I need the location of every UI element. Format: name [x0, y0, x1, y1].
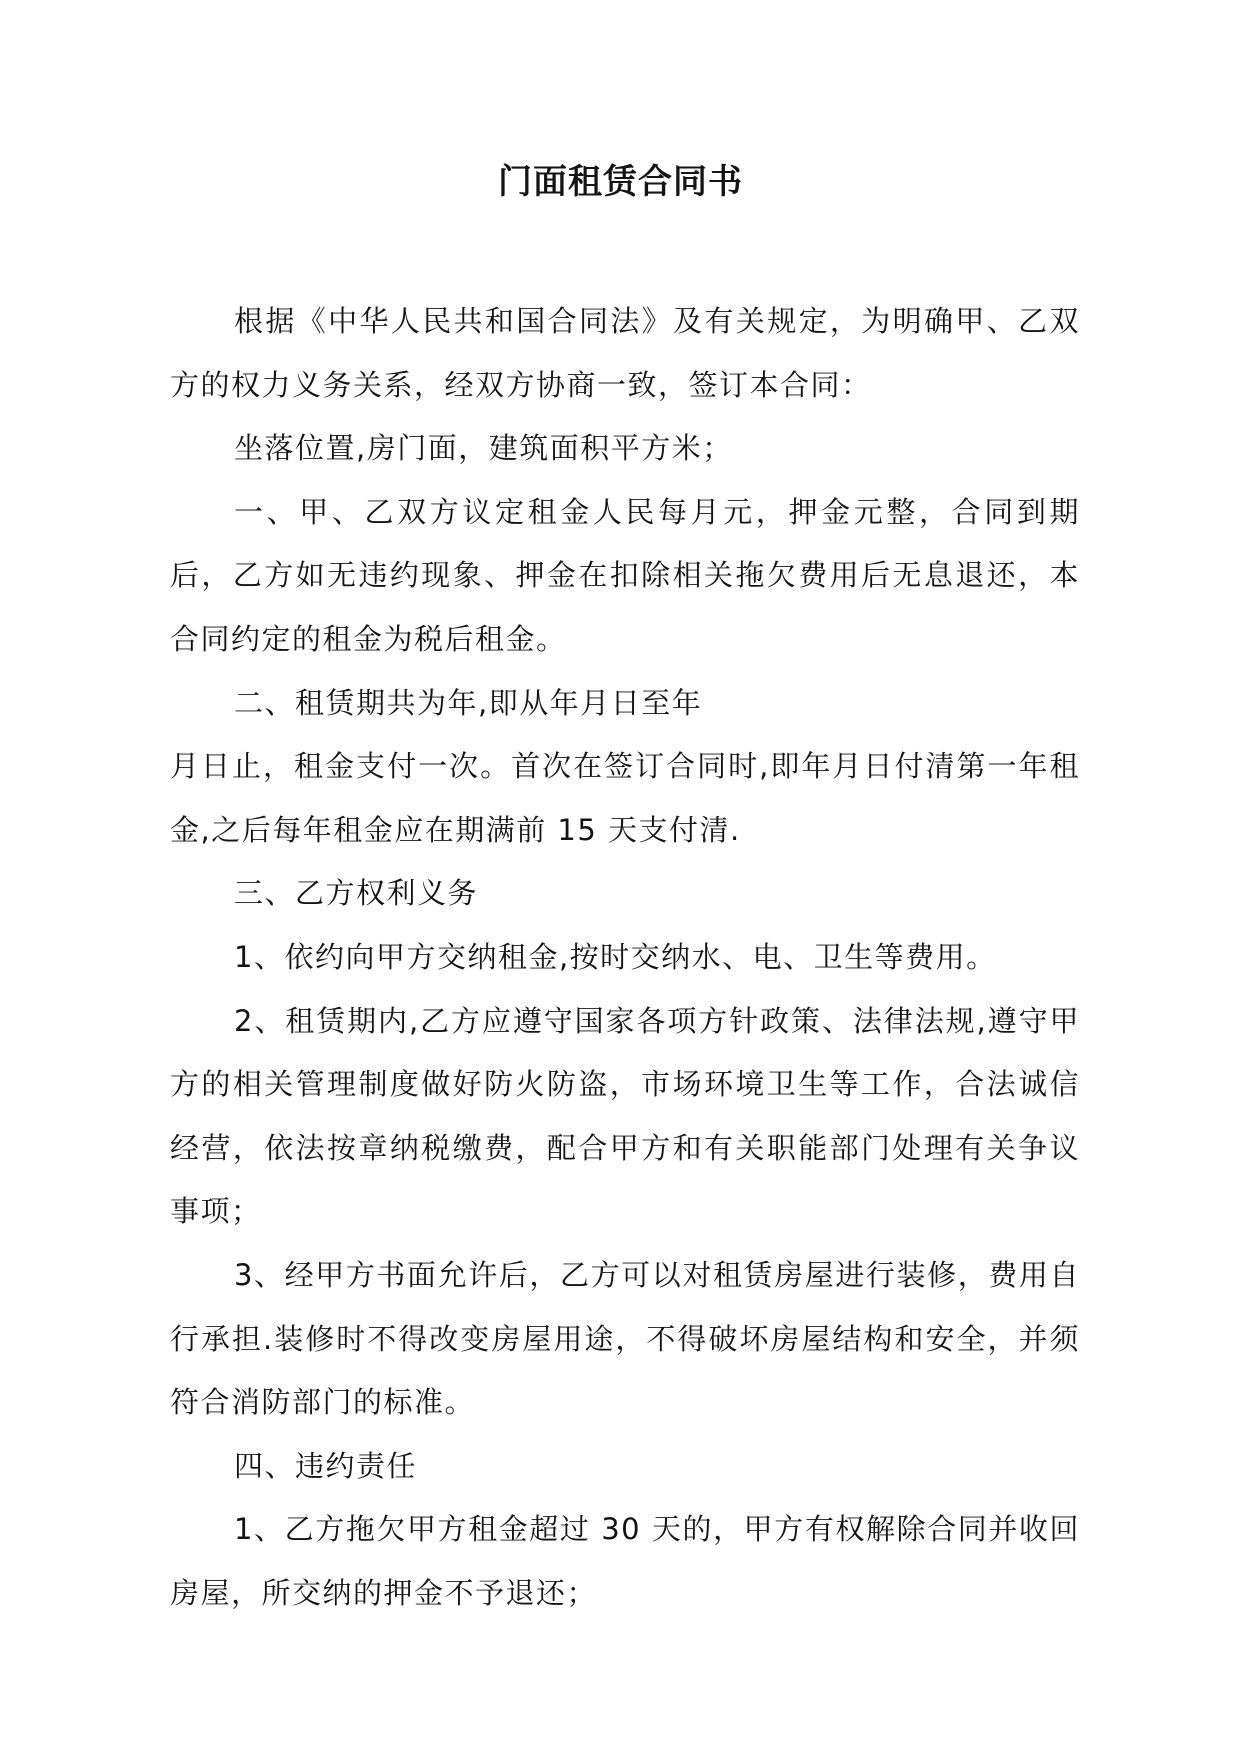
clause-3-3: 3、经甲方书面允许后，乙方可以对租赁房屋进行装修，费用自行承担.装修时不得改变房屋用途，不得破坏房屋结构和安全，并须符合消防部门的标准。	[170, 1257, 1080, 1420]
paragraph-preamble: 根据《中华人民共和国合同法》及有关规定，为明确甲、乙双方的权力义务关系，经双方协商一致，签订本合同：	[170, 304, 1080, 402]
paragraph-lease-term: 二、租赁期共为年,即从年月日至年	[234, 685, 703, 720]
section-heading-liability: 四、违约责任	[234, 1448, 418, 1483]
clause-3-1: 1、依约向甲方交纳租金,按时交纳水、电、卫生等费用。	[234, 939, 997, 974]
paragraph-payment: 月日止，租金支付一次。首次在签订合同时,即年月日付清第一年租金,之后每年租金应在期满前 15 天支付清.	[170, 749, 1080, 847]
clause-4-1: 1、乙方拖欠甲方租金超过 30 天的，甲方有权解除合同并收回房屋，所交纳的押金不予退还；	[170, 1512, 1080, 1610]
paragraph-rent-deposit: 一、甲、乙双方议定租金人民每月元，押金元整，合同到期后，乙方如无违约现象、押金在扣除相关拖欠费用后无息退还，本合同约定的租金为税后租金。	[170, 494, 1080, 656]
section-heading-tenant-rights: 三、乙方权利义务	[234, 876, 479, 911]
document-title: 门面租赁合同书	[498, 162, 743, 202]
paragraph-location: 坐落位置,房门面，建筑面积平方米；	[234, 431, 733, 466]
clause-3-2: 2、租赁期内,乙方应遵守国家各项方针政策、法律法规,遵守甲方的相关管理制度做好防火防盗，市场环境卫生等工作，合法诚信经营，依法按章纳税缴费，配合甲方和有关职能部门处理有关争议事项；	[170, 1003, 1080, 1229]
document-body	[170, 290, 1080, 1625]
